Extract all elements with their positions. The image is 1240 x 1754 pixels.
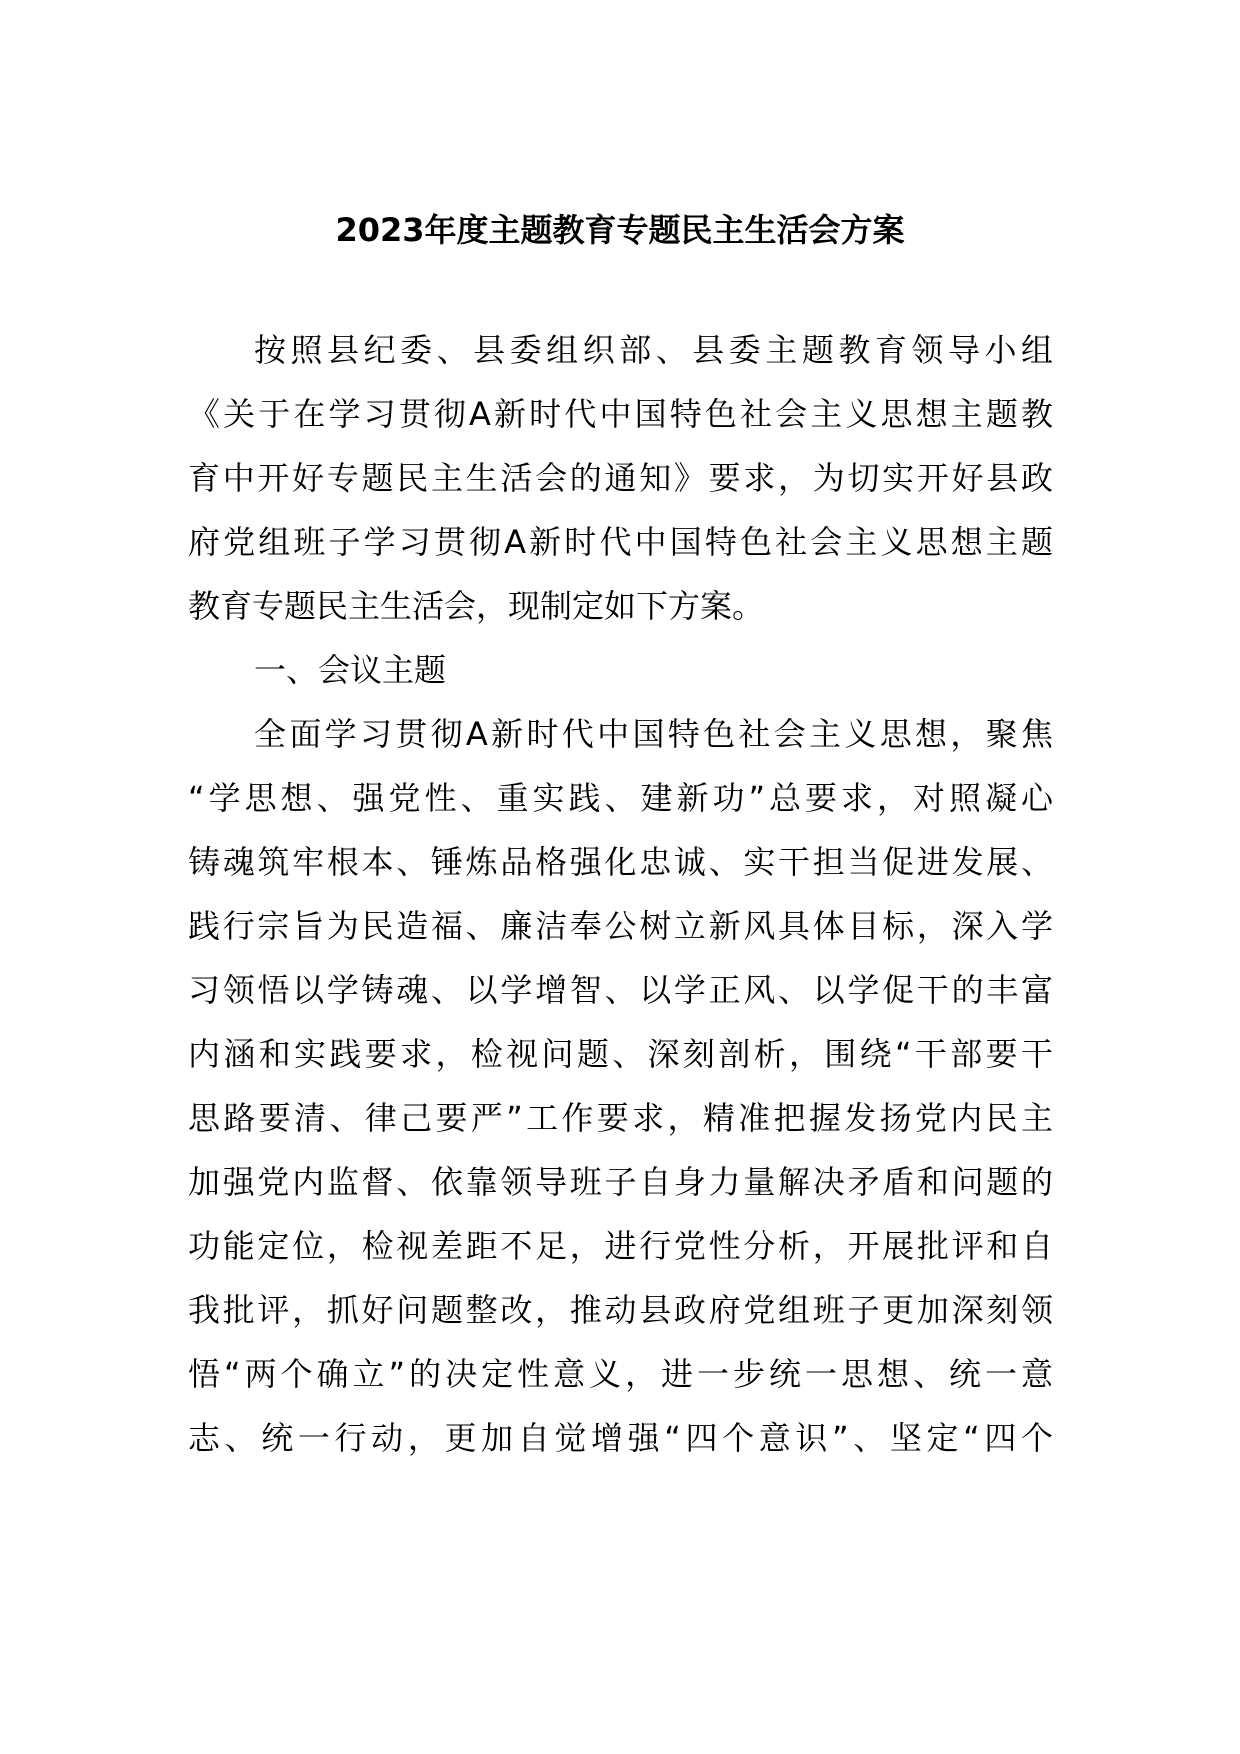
paragraph-line: 内涵和实践要求，检视问题、深刻剖析，围绕“干部要干 xyxy=(188,1035,1053,1073)
document-title: 2023年度主题教育专题民主生活会方案 xyxy=(335,211,905,249)
paragraph-line: 志、统一行动，更加自觉增强“四个意识”、坚定“四个 xyxy=(188,1419,1053,1457)
paragraph-line: 功能定位，检视差距不足，进行党性分析，开展批评和自 xyxy=(188,1227,1053,1265)
paragraph-line: 我批评，抓好问题整改，推动县政府党组班子更加深刻领 xyxy=(188,1291,1053,1329)
paragraph-line: 悟“两个确立”的决定性意义，进一步统一思想、统一意 xyxy=(188,1355,1053,1393)
paragraph-line: 教育专题民主生活会，现制定如下方案。 xyxy=(188,587,765,625)
paragraph-line: 全面学习贯彻A新时代中国特色社会主义思想，聚焦 xyxy=(254,715,1053,753)
paragraph-line: 按照县纪委、县委组织部、县委主题教育领导小组 xyxy=(254,331,1053,369)
paragraph-line: “学思想、强党性、重实践、建新功”总要求，对照凝心 xyxy=(188,779,1053,817)
paragraph-line: 加强党内监督、依靠领导班子自身力量解决矛盾和问题的 xyxy=(188,1163,1053,1201)
paragraph-line: 铸魂筑牢根本、锤炼品格强化忠诚、实干担当促进发展、 xyxy=(188,843,1053,881)
paragraph-line: 《关于在学习贯彻A新时代中国特色社会主义思想主题教 xyxy=(188,395,1053,433)
paragraph-line: 思路要清、律己要严”工作要求，精准把握发扬党内民主 xyxy=(188,1099,1053,1137)
paragraph-line: 府党组班子学习贯彻A新时代中国特色社会主义思想主题 xyxy=(188,523,1053,561)
paragraph-line: 习领悟以学铸魂、以学增智、以学正风、以学促干的丰富 xyxy=(188,971,1053,1009)
section-heading: 一、会议主题 xyxy=(254,651,447,689)
paragraph-line: 育中开好专题民主生活会的通知》要求，为切实开好县政 xyxy=(188,459,1053,497)
paragraph-line: 践行宗旨为民造福、廉洁奉公树立新风具体目标，深入学 xyxy=(188,907,1053,945)
